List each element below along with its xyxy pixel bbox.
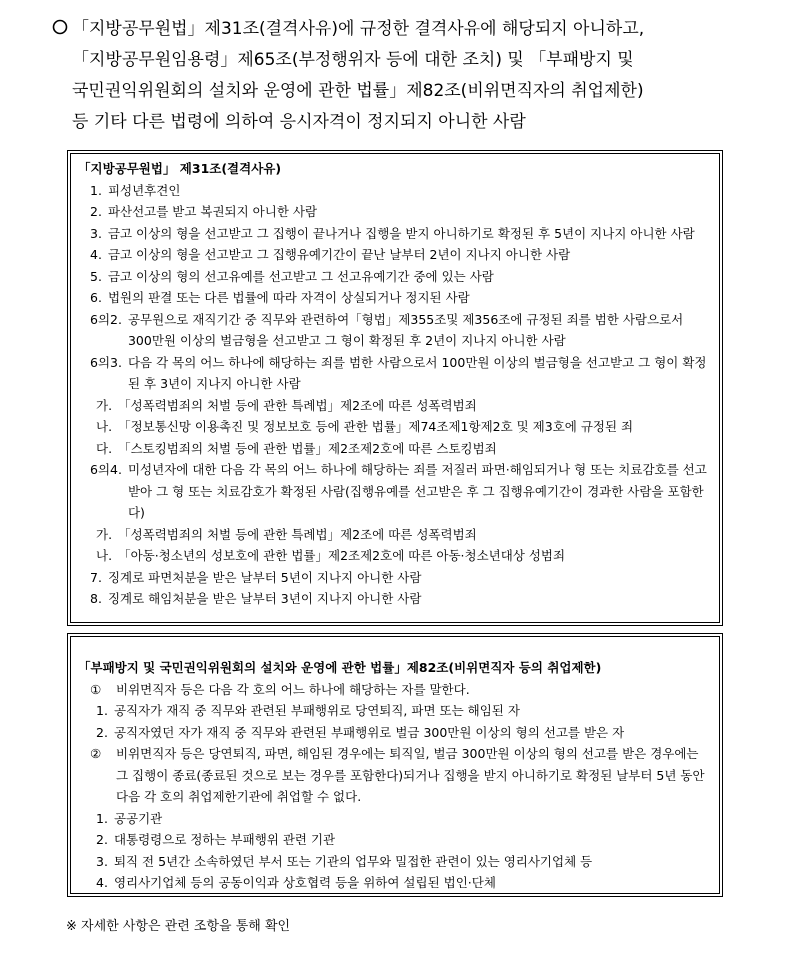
item-number: 6의3. [90,354,122,370]
list-item [78,567,711,589]
list-item [78,743,711,808]
item-text: 파산선고를 받고 복권되지 아니한 사람 [107,204,318,219]
item-number: 1. [96,703,108,718]
statement-line: 국민권익위원회의 설치와 운영에 관한 법률」제82조(비위면직자의 취업제한) [72,81,644,101]
item-text: 「성폭력범죄의 처벌 등에 관한 특례법」제2조에 따른 성폭력범죄 [118,397,477,413]
item-number: 6의2. [90,311,122,327]
list-item [78,244,711,266]
item-number: 3. [90,225,102,241]
item-text: 퇴직 전 5년간 소속하였던 부서 또는 기관의 업무와 밀접한 관련이 있는 영리사기업체 등 [113,853,593,869]
item-text: 공공기관 [113,810,163,826]
item-text: 미성년자에 대한 다음 각 목의 어느 하나에 해당하는 죄를 저질러 파면·해임되거나 형 또는 치료감호를 선고받아 그 형 또는 치료감호가 확정된 사람(집행유예를 선고받은 후 그 집행유예기간이 경과한 사람을 포함한다) [127,462,707,520]
item-number: 2. [96,832,108,847]
list-item [78,438,711,460]
item-number: ② [90,746,102,761]
item-number: 가. [96,397,113,413]
item-text: 비위면직자 등은 다음 각 호의 어느 하나에 해당하는 자를 말한다. [116,681,470,697]
item-number: 1. [96,810,108,826]
item-text: 공직자가 재직 중 직무와 관련된 부패행위로 당연퇴직, 파면 또는 해임된 자 [113,703,520,718]
item-text: 법원의 판결 또는 다른 법률에 따라 자격이 상실되거나 정지된 사람 [107,290,470,305]
item-number: 6의4. [90,462,122,477]
list-item [78,524,711,546]
item-number: 나. [96,419,113,434]
list-item [78,679,711,701]
statement-line: 등 기타 다른 법령에 의하여 응시자격이 정지되지 아니한 사람 [72,112,526,132]
list-item [78,459,711,524]
list-item [78,808,711,830]
item-text: 「스토킹범죄의 처벌 등에 관한 법률」제2조제2호에 따른 스토킹범죄 [118,440,497,456]
item-text: 대통령령으로 정하는 부패행위 관련 기관 [113,832,336,847]
list-item [78,588,711,610]
eligibility-statement [72,14,752,138]
statement-line: 「지방공무원법」제31조(결격사유)에 규정한 결격사유에 해당되지 아니하고, [72,19,645,39]
list-item [78,180,711,202]
item-text: 징계로 해임처분을 받은 날부터 3년이 지나지 아니한 사람 [107,591,422,606]
list-item [78,287,711,309]
disqualification-list [78,180,711,610]
item-number: 7. [90,569,102,585]
item-text: 「아동·청소년의 성보호에 관한 법률」제2조제2호에 따른 아동·청소년대상 성범죄 [118,548,566,563]
item-number: 8. [90,591,102,606]
list-item [78,309,711,352]
item-number: ① [90,681,102,697]
item-text: 피성년후견인 [107,182,181,198]
list-item [78,722,711,744]
item-number: 3. [96,853,108,869]
list-item [78,352,711,395]
item-text: 금고 이상의 형을 선고받고 그 집행유예기간이 끝난 날부터 2년이 지나지 아니한 사람 [107,247,571,262]
item-number: 가. [96,526,113,542]
item-text: 금고 이상의 형을 선고받고 그 집행이 끝나거나 집행을 받지 아니하기로 확정된 후 5년이 지나지 아니한 사람 [107,225,695,241]
list-item [78,395,711,417]
item-number: 5. [90,268,102,284]
anti-corruption-act-box [70,636,720,894]
box-title: 「부패방지 및 국민권익위원회의 설치와 운영에 관한 법률」제82조(비위면직자 등의 취업제한) [78,660,602,675]
list-item [78,201,711,223]
list-item [78,829,711,851]
item-number: 6. [90,290,102,305]
item-number: 4. [96,875,108,890]
item-number: 2. [96,724,108,740]
item-text: 공무원으로 재직기간 중 직무와 관련하여「형법」제355조및 제356조에 규정된 죄를 범한 사람으로서 300만원 이상의 벌금형을 선고받고 그 형이 확정된 후 2년이 지나지 아니한 사람 [127,311,684,348]
item-text: 공직자였던 자가 재직 중 직무와 관련된 부패행위로 벌금 300만원 이상의 형의 선고를 받은 자 [113,724,625,740]
item-number: 나. [96,548,113,563]
box-title: 「지방공무원법」 제31조(결격사유) [78,161,282,176]
item-text: 「성폭력범죄의 처벌 등에 관한 특례법」제2조에 따른 성폭력범죄 [118,526,477,542]
item-text: 징계로 파면처분을 받은 날부터 5년이 지나지 아니한 사람 [107,569,422,585]
item-number: 다. [96,440,113,456]
item-text: 「정보통신망 이용촉진 및 정보보호 등에 관한 법률」제74조제1항제2호 및 제3호에 규정된 죄 [118,419,634,434]
item-number: 1. [90,182,102,198]
list-item [78,700,711,722]
employment-restriction-list [78,679,711,894]
list-item [78,223,711,245]
list-item [78,545,711,567]
item-text: 영리사기업체 등의 공동이익과 상호협력 등을 위하여 설립된 법인·단체 [113,875,496,890]
item-number: 4. [90,247,102,262]
statement-line: 「지방공무원임용령」제65조(부정행위자 등에 대한 조치) 및 「부패방지 및 [72,50,634,70]
item-text: 다음 각 목의 어느 하나에 해당하는 죄를 범한 사람으로서 100만원 이상의 벌금형을 선고받고 그 형이 확정된 후 3년이 지나지 아니한 사람 [127,354,707,391]
list-item [78,872,711,894]
hollow-circle-bullet-icon [52,19,68,35]
reference-note: ※ 자세한 사항은 관련 조항을 통해 확인 [66,919,291,934]
item-text: 비위면직자 등은 당연퇴직, 파면, 해임된 경우에는 퇴직일, 벌금 300만원 이상의 형의 선고를 받은 경우에는 그 집행이 종료(종료된 것으로 보는 경우를 포함한다)되거나 집행을 받지 아니하기로 확정된 날부터 5년 동안 다음 각 호의 취업제한기관에 취업할 수 없다. [116,746,705,804]
list-item [78,416,711,438]
local-public-officials-act-box [70,153,720,623]
item-number: 2. [90,204,102,219]
list-item [78,851,711,873]
list-item [78,266,711,288]
item-text: 금고 이상의 형의 선고유예를 선고받고 그 선고유예기간 중에 있는 사람 [107,268,494,284]
